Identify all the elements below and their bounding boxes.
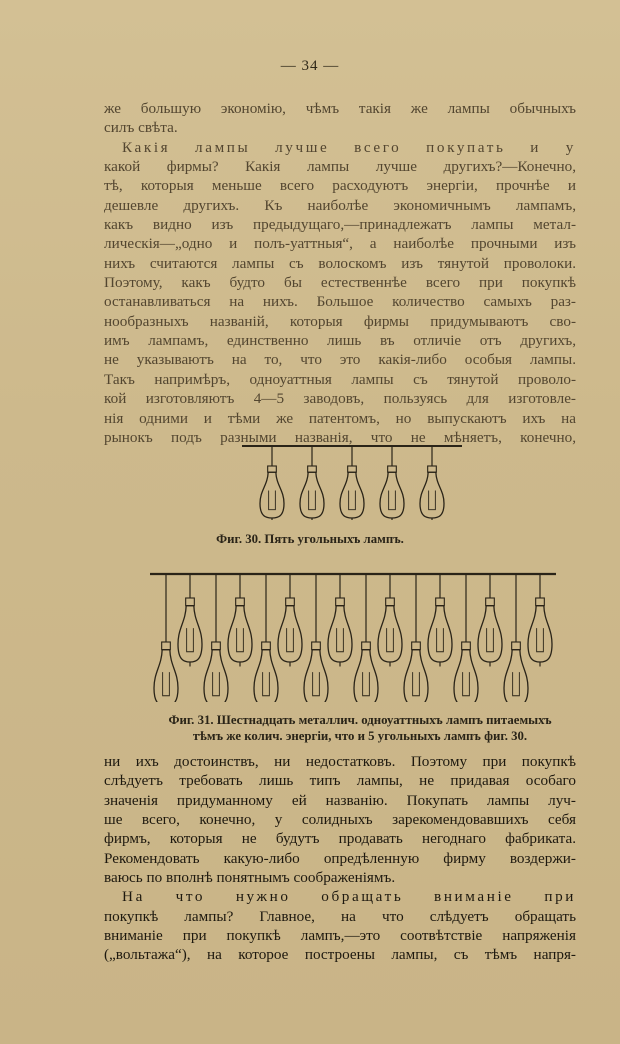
text-line: нообразныхъ названій, которыя фирмы придумываютъ сво- bbox=[104, 312, 576, 330]
lamp-2 bbox=[300, 446, 324, 520]
lamp-upper-5 bbox=[378, 574, 402, 666]
figure-30-caption: Фиг. 30. Пять угольныхъ лампъ. bbox=[216, 532, 404, 546]
text-line: кой изготовляютъ 4—5 заводовъ, пользуясь для изготовле- bbox=[104, 390, 576, 408]
lamp-lower-2 bbox=[204, 574, 228, 702]
lamp-lower-7 bbox=[454, 574, 478, 702]
text-line: Рекомендовать какую-либо опредѣленную фирму воздержи- bbox=[104, 849, 576, 867]
lamp-upper-4 bbox=[328, 574, 352, 666]
text-line: Поэтому, какъ будто бы естественнѣе всего при покупкѣ bbox=[104, 274, 576, 292]
lamp-upper-1 bbox=[178, 574, 202, 666]
text-line: покупкѣ лампы? Главное, на что слѣдуетъ обращать bbox=[104, 907, 576, 925]
text-line: какой фирмы? Какія лампы лучше другихъ?—Конечно, bbox=[104, 158, 576, 176]
text-line: нія одними и тѣми же патентомъ, но выпускаютъ ихъ на bbox=[104, 409, 576, 427]
text-line: силъ свѣта. bbox=[104, 119, 178, 137]
text-line: тѣ, которыя меньше всего расходуютъ энергіи, прочнѣе и bbox=[104, 177, 576, 195]
lamp-lower-8 bbox=[504, 574, 528, 702]
text-line: („вольтажа“), на которое построены лампы, съ тѣмъ напря- bbox=[104, 946, 576, 964]
lamp-upper-6 bbox=[428, 574, 452, 666]
text-line: ваюсь по вполнѣ понятнымъ соображеніямъ. bbox=[104, 869, 396, 887]
page-number: — 34 — bbox=[280, 58, 340, 74]
upper-paragraph-block bbox=[104, 99, 576, 447]
lamp-lower-5 bbox=[354, 574, 378, 702]
figure-31-caption bbox=[120, 713, 600, 744]
text-line: лическія—„одно и полъ-уаттныя“, а наиболѣе прочными изъ bbox=[104, 235, 576, 253]
text-line: нихъ считаются лампы съ волоскомъ изъ тянутой проволоки. bbox=[104, 254, 576, 272]
lamp-5 bbox=[420, 446, 444, 520]
figure-30-illustration bbox=[0, 440, 620, 520]
figure-31-illustration bbox=[0, 566, 620, 702]
lower-paragraph-block bbox=[104, 752, 576, 965]
text-line: рынокъ подъ разными названія, что не мѣняетъ, конечно, bbox=[104, 428, 576, 446]
figure-31-caption-line-1: Фиг. 31. Шестнадцать металлич. одноуаттныхъ лампъ питаемыхъ bbox=[168, 713, 552, 727]
text-line: не указываютъ на то, что это какія-либо особыя лампы. bbox=[104, 351, 576, 369]
text-line: Такъ напримѣръ, одноуаттныя лампы съ тянутой проволо- bbox=[104, 370, 576, 388]
figure-30 bbox=[0, 440, 620, 520]
text-line: вниманіе при покупкѣ лампъ,—это соотвѣтствіе напряженія bbox=[104, 927, 576, 945]
section-heading-line: На что нужно обращать вниманіе при bbox=[122, 888, 576, 906]
lamp-lower-3 bbox=[254, 574, 278, 702]
lamp-upper-7 bbox=[478, 574, 502, 666]
lamp-upper-3 bbox=[278, 574, 302, 666]
text-line: какъ видно изъ предыдущаго,—принадлежатъ лампы метал- bbox=[104, 216, 576, 234]
text-line: же большую экономію, чѣмъ такія же лампы обычныхъ bbox=[104, 100, 576, 117]
lamp-4 bbox=[380, 446, 404, 520]
text-line: ше всего, конечно, у солидныхъ зарекомендовавшихъ себя bbox=[104, 811, 576, 829]
text-line: слѣдуетъ требовать лишь типъ лампы, не придавая особаго bbox=[104, 772, 576, 790]
figure-31 bbox=[0, 566, 620, 702]
lamp-1 bbox=[260, 446, 284, 520]
text-line: фирмъ, которыя не будутъ продавать негоднаго фабриката. bbox=[104, 830, 576, 848]
lamp-lower-4 bbox=[304, 574, 328, 702]
section-heading-line: Какія лампы лучше всего покупать и у bbox=[122, 138, 576, 156]
lamp-lower-6 bbox=[404, 574, 428, 702]
lamp-upper-2 bbox=[228, 574, 252, 666]
lamp-upper-8 bbox=[528, 574, 552, 666]
lamp-3 bbox=[340, 446, 364, 520]
text-line: значенія придуманному ей названію. Покупать лампы луч- bbox=[104, 791, 576, 809]
text-line: имъ лампамъ, единственно лишь въ отличіе отъ другихъ, bbox=[104, 332, 576, 350]
figure-31-caption-line-2: тѣмъ же колич. энергіи, что и 5 угольныхъ лампъ фиг. 30. bbox=[192, 728, 528, 743]
text-line: ни ихъ достоинствъ, ни недостатковъ. Поэтому при покупкѣ bbox=[104, 753, 576, 770]
lamp-lower-1 bbox=[154, 574, 178, 702]
text-line: останавливаться на нихъ. Большое количество самыхъ раз- bbox=[104, 293, 576, 311]
text-line: дешевле другихъ. Къ наиболѣе экономичнымъ лампамъ, bbox=[104, 196, 576, 214]
